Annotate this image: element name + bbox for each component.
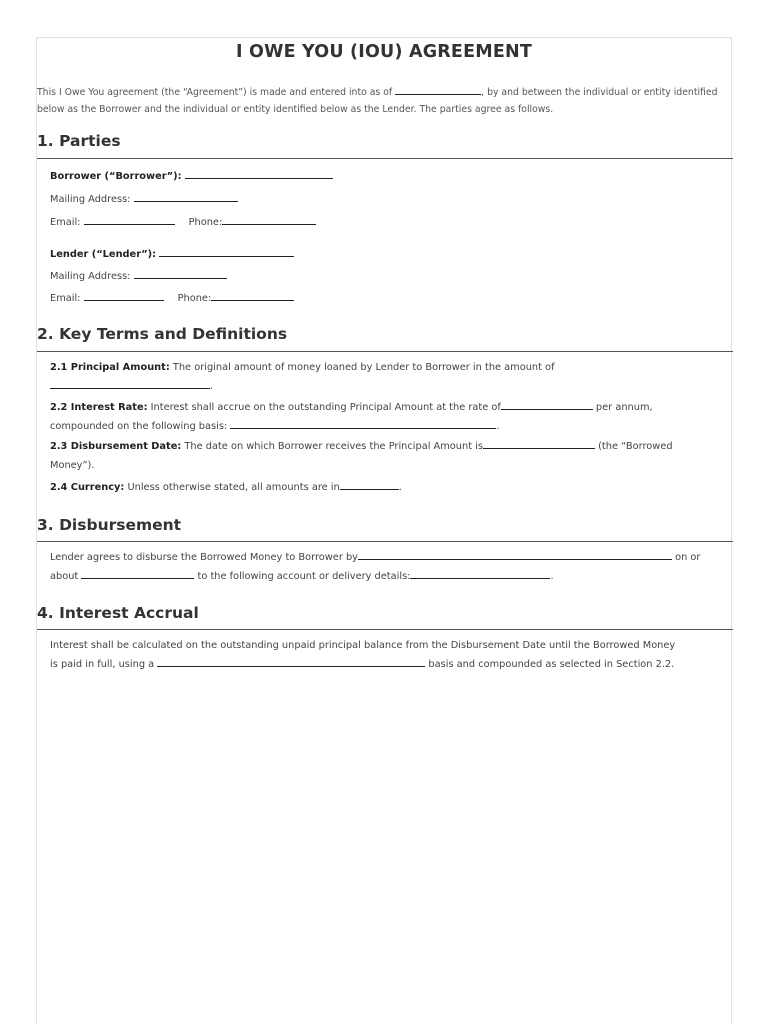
borrower-label: Borrower (“Borrower”): [50,171,182,182]
disbursement-date-clause [50,438,728,475]
intro-paragraph [37,84,727,118]
borrower-phone-field[interactable] [222,214,316,225]
principal-label: 2.1 Principal Amount: [50,362,170,373]
borrower-address-row [50,191,238,205]
lender-contact-row [50,290,294,304]
lender-address-field[interactable] [134,268,227,279]
currency-field[interactable] [340,479,399,490]
disbursement-text-3: about [50,570,82,582]
disbursement-text-1: Lender agrees to disburse the Borrowed Money to Borrower by [50,552,358,563]
principal-amount-clause [50,359,728,396]
section-heading-parties: 1. Parties [37,132,121,150]
lender-name-row [50,246,294,260]
borrower-address-field[interactable] [134,191,238,202]
interest-label: 2.2 Interest Rate: [50,402,148,413]
lender-email-field[interactable] [84,290,164,301]
lender-name-field[interactable] [159,246,294,257]
section-divider [37,158,733,159]
lender-label: Lender (“Lender”): [50,249,157,260]
lender-address-row [50,268,227,282]
period: . [496,420,500,432]
borrower-name-field[interactable] [185,168,333,179]
document-title: I OWE YOU (IOU) AGREEMENT [236,42,532,62]
mailing-address-label: Mailing Address: [50,194,131,205]
accrual-text-2: is paid in full, using a [50,658,158,670]
phone-label: Phone: [188,217,223,228]
compounding-basis-field[interactable] [230,418,496,429]
disbursement-text-2: on or [671,552,701,563]
accrual-text-3: basis and compounded as selected in Section 2.2. [425,658,675,670]
section-divider [37,351,733,352]
lender-phone-field[interactable] [211,290,294,301]
currency-clause [50,479,728,498]
borrower-contact-row [50,214,316,228]
mailing-address-label: Mailing Address: [50,271,131,282]
intro-text-2: , by and between the individual or entity identified below as the Borrower and the individual or entity identified below as the Lender. The parties agree as follows. [37,87,718,115]
agreement-date-field[interactable] [395,84,481,95]
principal-text: The original amount of money loaned by Lender to Borrower in the amount of [169,362,555,373]
interest-text: Interest shall accrue on the outstanding Principal Amount at the rate of [147,402,501,413]
principal-amount-field[interactable] [50,378,210,389]
interest-text-2: per annum, [592,402,653,413]
phone-label: Phone: [177,293,212,304]
currency-text: Unless otherwise stated, all amounts are in [124,482,340,493]
accrual-text-1: Interest shall be calculated on the outstanding unpaid principal balance from the Disbursement Date until the Borrowed Money [50,640,676,651]
interest-text-3: compounded on the following basis: [50,420,231,432]
disbursement-on-date-field[interactable] [81,568,194,579]
disbursement-text: The date on which Borrower receives the Principal Amount is [181,441,483,452]
period: . [210,380,214,392]
section-divider [37,629,733,630]
disbursement-label: 2.3 Disbursement Date: [50,441,182,452]
intro-text-1: This I Owe You agreement (the “Agreement”) is made and entered into as of [37,87,396,98]
email-label: Email: [50,293,81,304]
disbursement-text-2: (the “Borrowed [595,441,673,452]
disbursement-method-field[interactable] [358,549,672,560]
document-page [36,37,732,1024]
section-heading-terms: 2. Key Terms and Definitions [37,325,288,343]
interest-accrual-paragraph [50,637,728,674]
email-label: Email: [50,217,81,228]
section-divider [37,541,733,542]
account-details-field[interactable] [410,568,550,579]
borrower-name-row [50,168,333,182]
interest-rate-field[interactable] [501,399,593,410]
disbursement-date-field[interactable] [483,438,595,449]
section-heading-interest-accrual: 4. Interest Accrual [37,604,199,622]
day-count-basis-field[interactable] [157,656,425,667]
period: . [398,482,402,493]
disbursement-text-4: to the following account or delivery details: [194,570,411,582]
disbursement-text-3: Money”). [50,459,95,471]
currency-label: 2.4 Currency: [50,482,125,493]
section-heading-disbursement: 3. Disbursement [37,516,182,534]
interest-rate-clause [50,399,728,436]
borrower-email-field[interactable] [84,214,175,225]
disbursement-paragraph [50,549,728,586]
period: . [550,570,554,582]
